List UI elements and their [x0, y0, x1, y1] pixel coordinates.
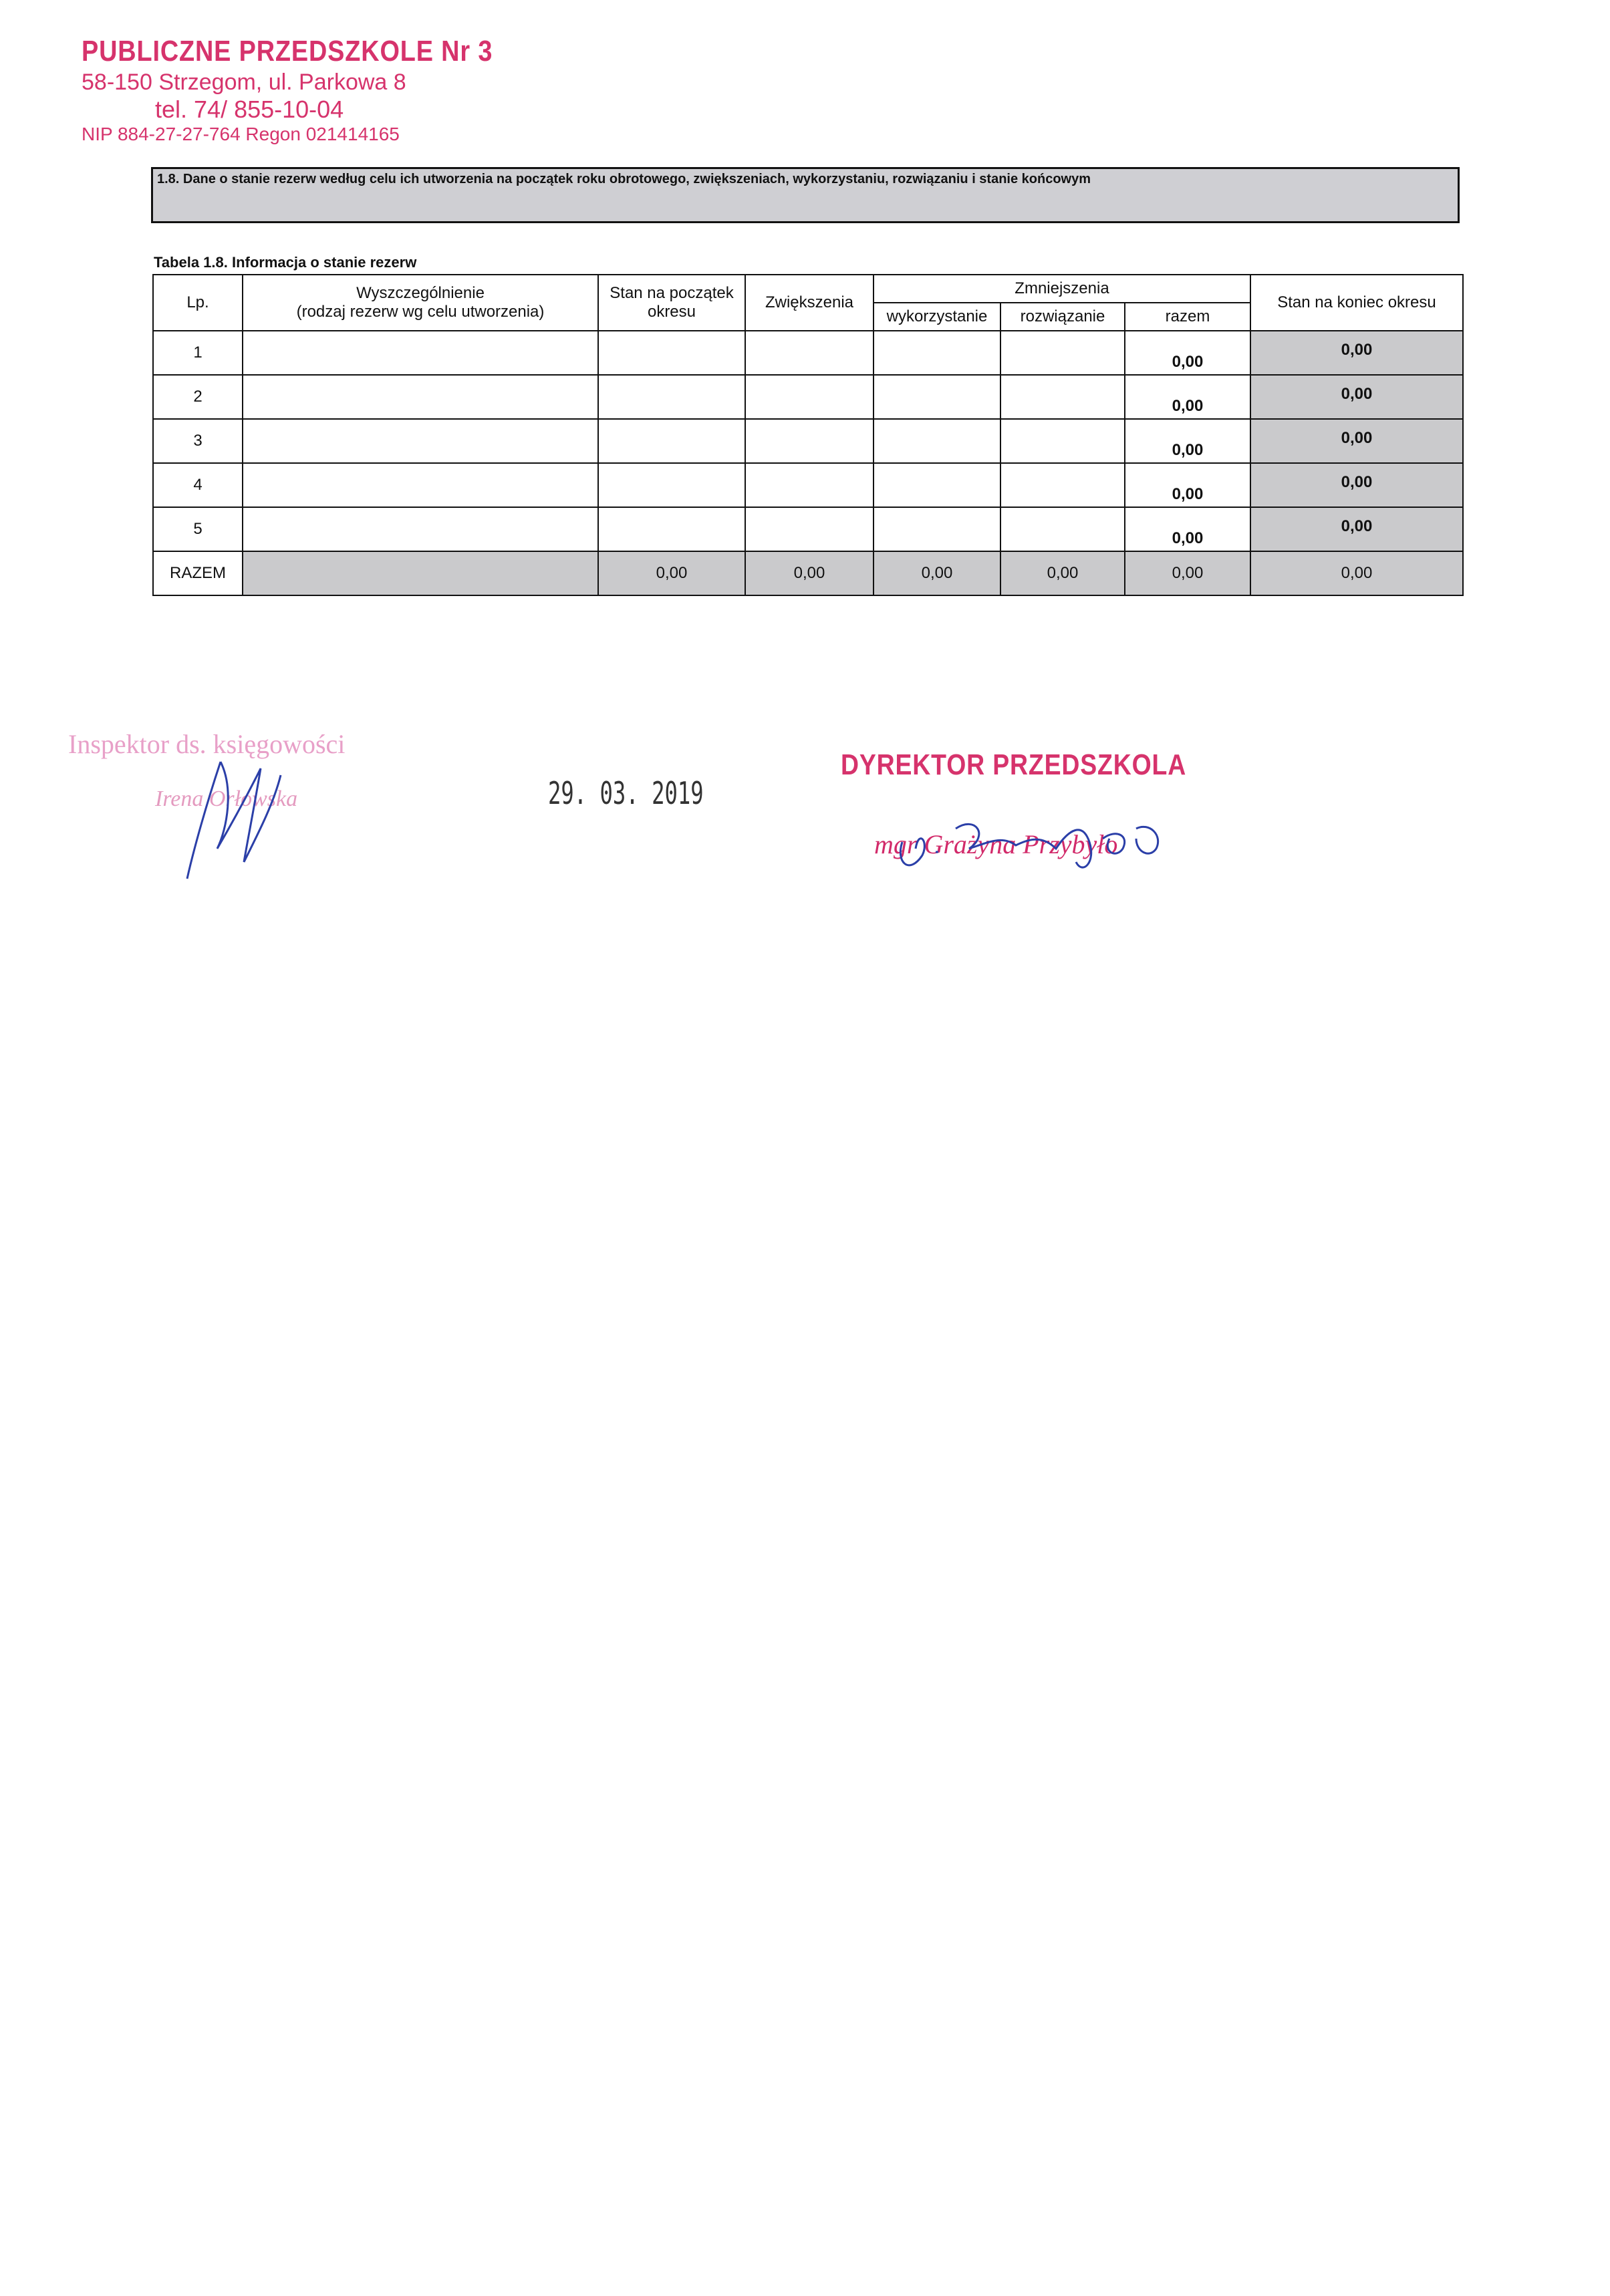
header-increase: Zwiększenia — [745, 275, 874, 331]
reserves-table — [152, 274, 1464, 596]
row-spec — [243, 419, 598, 463]
row-used — [874, 463, 1000, 507]
inspector-title: Inspektor ds. księgowości — [68, 729, 346, 759]
total-spec — [243, 551, 598, 595]
table-row — [153, 331, 1463, 375]
header-end-balance: Stan na koniec okresu — [1250, 275, 1463, 331]
total-used: 0,00 — [874, 551, 1000, 595]
row-lp: 1 — [153, 331, 243, 375]
row-used — [874, 419, 1000, 463]
header-lp: Lp. — [153, 275, 243, 331]
row-spec — [243, 463, 598, 507]
director-signature — [889, 802, 1170, 882]
row-decrease-total: 0,00 — [1125, 507, 1250, 551]
row-dissolved — [1000, 419, 1125, 463]
row-end-balance: 0,00 — [1250, 375, 1463, 419]
row-decrease-total: 0,00 — [1125, 331, 1250, 375]
row-spec — [243, 507, 598, 551]
row-decrease-total: 0,00 — [1125, 463, 1250, 507]
row-end-balance: 0,00 — [1250, 419, 1463, 463]
row-start — [598, 331, 745, 375]
total-increase: 0,00 — [745, 551, 874, 595]
total-decrease-total: 0,00 — [1125, 551, 1250, 595]
school-ids: NIP 884-27-27-764 Regon 021414165 — [82, 124, 400, 144]
table-row — [153, 375, 1463, 419]
row-spec — [243, 375, 598, 419]
row-used — [874, 375, 1000, 419]
school-stamp — [82, 35, 493, 145]
row-dissolved — [1000, 463, 1125, 507]
total-dissolved: 0,00 — [1000, 551, 1125, 595]
row-lp: 2 — [153, 375, 243, 419]
date-stamp: 29. 03. 2019 — [548, 775, 704, 811]
row-increase — [745, 419, 874, 463]
header-specification: Wyszczególnienie (rodzaj rezerw wg celu utworzenia) — [243, 275, 598, 331]
row-lp: 4 — [153, 463, 243, 507]
inspector-signature — [180, 748, 287, 882]
row-dissolved — [1000, 331, 1125, 375]
row-used — [874, 507, 1000, 551]
row-start — [598, 507, 745, 551]
school-address: 58-150 Strzegom, ul. Parkowa 8 — [82, 69, 406, 95]
section-title: 1.8. Dane o stanie rezerw według celu ich utworzenia na początek roku obrotowego, zwiększeniach, wykorzystaniu, rozwiązaniu i stanie końcowym — [151, 167, 1460, 223]
table-total-row — [153, 551, 1463, 595]
row-used — [874, 331, 1000, 375]
row-end-balance: 0,00 — [1250, 507, 1463, 551]
total-label: RAZEM — [153, 551, 243, 595]
total-end-balance: 0,00 — [1250, 551, 1463, 595]
row-start — [598, 463, 745, 507]
school-phone: tel. 74/ 855-10-04 — [155, 96, 344, 123]
row-decrease-total: 0,00 — [1125, 375, 1250, 419]
row-dissolved — [1000, 507, 1125, 551]
header-decrease: Zmniejszenia — [874, 275, 1250, 303]
row-increase — [745, 375, 874, 419]
table-caption: Tabela 1.8. Informacja o stanie rezerw — [154, 254, 417, 271]
header-start-balance: Stan na początek okresu — [598, 275, 745, 331]
row-end-balance: 0,00 — [1250, 331, 1463, 375]
row-dissolved — [1000, 375, 1125, 419]
total-start: 0,00 — [598, 551, 745, 595]
row-start — [598, 375, 745, 419]
table-row — [153, 463, 1463, 507]
inspector-name: Irena Orłowska — [155, 786, 298, 811]
header-dissolved: rozwiązanie — [1000, 303, 1125, 331]
director-name: mgr Grażyna Przybyło — [874, 829, 1118, 859]
row-increase — [745, 507, 874, 551]
row-lp: 3 — [153, 419, 243, 463]
row-lp: 5 — [153, 507, 243, 551]
table-row — [153, 419, 1463, 463]
row-decrease-total: 0,00 — [1125, 419, 1250, 463]
row-start — [598, 419, 745, 463]
table-row — [153, 507, 1463, 551]
header-used: wykorzystanie — [874, 303, 1000, 331]
director-title: DYREKTOR PRZEDSZKOLA — [841, 748, 1187, 781]
header-decrease-total: razem — [1125, 303, 1250, 331]
row-increase — [745, 331, 874, 375]
row-increase — [745, 463, 874, 507]
row-spec — [243, 331, 598, 375]
row-end-balance: 0,00 — [1250, 463, 1463, 507]
school-name: PUBLICZNE PRZEDSZKOLE Nr 3 — [82, 35, 493, 67]
